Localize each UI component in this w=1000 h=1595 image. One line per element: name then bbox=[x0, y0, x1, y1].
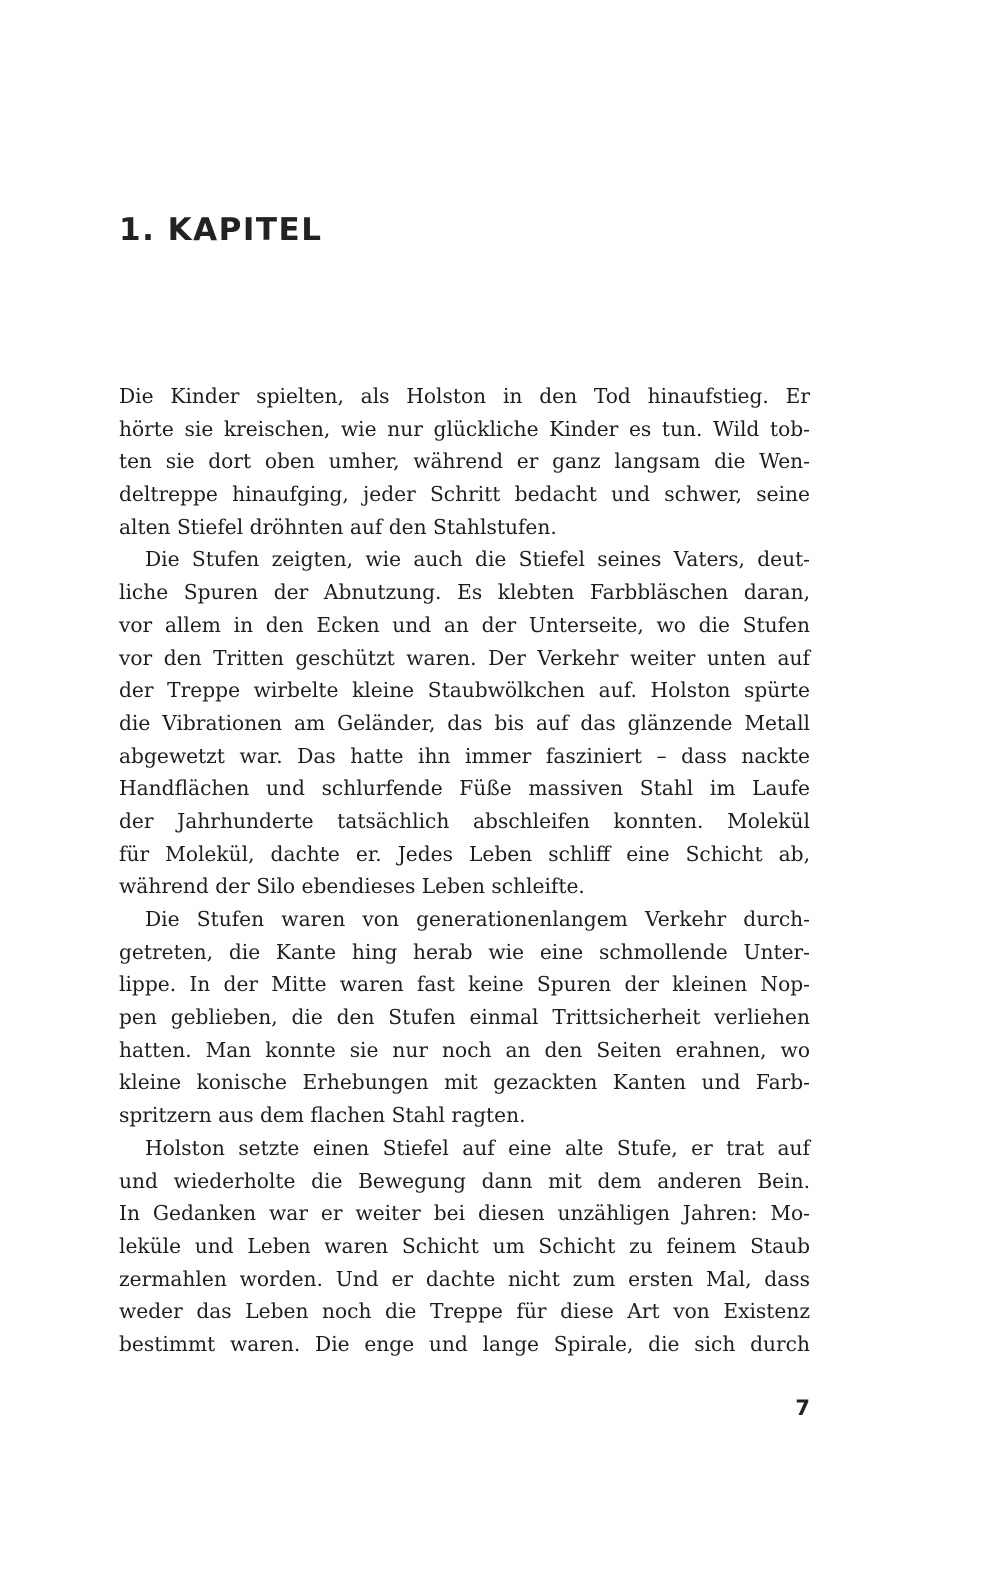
text-line: hatten. Man konnte sie nur noch an den Seiten erahnen, wo bbox=[119, 1037, 810, 1062]
text-line: vor den Tritten geschützt waren. Der Verkehr weiter unten auf bbox=[119, 645, 810, 670]
text-line: Die Stufen zeigten, wie auch die Stiefel seines Vaters, deut- bbox=[145, 547, 810, 572]
text-line: hörte sie kreischen, wie nur glückliche Kinder es tun. Wild tob- bbox=[119, 416, 810, 441]
text-line: bestimmt waren. Die enge und lange Spirale, die sich durch bbox=[119, 1331, 810, 1356]
text-line: ten sie dort oben umher, während er ganz langsam die Wen- bbox=[119, 449, 810, 474]
text-line: abgewetzt war. Das hatte ihn immer fasziniert – dass nackte bbox=[119, 743, 810, 768]
paragraph bbox=[119, 543, 810, 903]
text-line: für Molekül, dachte er. Jedes Leben schliff eine Schicht ab, bbox=[119, 841, 810, 866]
text-line: während der Silo ebendieses Leben schleifte. bbox=[119, 874, 585, 899]
text-line: liche Spuren der Abnutzung. Es klebten Farbbläschen daran, bbox=[119, 580, 810, 605]
text-line: vor allem in den Ecken und an der Unterseite, wo die Stufen bbox=[119, 612, 810, 637]
text-line: kleine konische Erhebungen mit gezackten Kanten und Farb- bbox=[119, 1070, 810, 1095]
text-line: Handflächen und schlurfende Füße massiven Stahl im Laufe bbox=[119, 776, 810, 801]
text-line: Die Kinder spielten, als Holston in den Tod hinaufstieg. Er bbox=[119, 384, 810, 408]
text-line: spritzern aus dem flachen Stahl ragten. bbox=[119, 1103, 526, 1128]
body-text bbox=[119, 380, 810, 1361]
text-line: Die Stufen waren von generationenlangem Verkehr durch- bbox=[145, 907, 810, 931]
paragraph bbox=[119, 903, 810, 1132]
text-line: der Treppe wirbelte kleine Staubwölkchen auf. Holston spürte bbox=[119, 678, 810, 703]
text-line: alten Stiefel dröhnten auf den Stahlstufen. bbox=[119, 514, 557, 539]
text-line: und wiederholte die Bewegung dann mit dem anderen Bein. bbox=[119, 1168, 810, 1193]
text-line: Holston setzte einen Stiefel auf eine alte Stufe, er trat auf bbox=[145, 1135, 810, 1160]
paragraph bbox=[119, 380, 810, 543]
text-line: In Gedanken war er weiter bei diesen unzähligen Jahren: Mo- bbox=[119, 1201, 810, 1226]
text-line: die Vibrationen am Geländer, das bis auf das glänzende Metall bbox=[119, 710, 810, 735]
page-number: 7 bbox=[795, 1396, 810, 1420]
paragraph bbox=[119, 1132, 810, 1361]
chapter-title: 1. KAPITEL bbox=[119, 212, 323, 248]
text-line: pen geblieben, die den Stufen einmal Trittsicherheit verliehen bbox=[119, 1005, 810, 1030]
text-line: getreten, die Kante hing herab wie eine schmollende Unter- bbox=[119, 939, 810, 964]
text-line: weder das Leben noch die Treppe für diese Art von Existenz bbox=[119, 1299, 810, 1324]
text-line: zermahlen worden. Und er dachte nicht zum ersten Mal, dass bbox=[119, 1266, 810, 1291]
text-line: der Jahrhunderte tatsächlich abschleifen konnten. Molekül bbox=[119, 808, 810, 833]
text-line: lippe. In der Mitte waren fast keine Spuren der kleinen Nop- bbox=[119, 972, 810, 997]
text-line: deltreppe hinaufging, jeder Schritt bedacht und schwer, seine bbox=[119, 482, 810, 507]
text-line: leküle und Leben waren Schicht um Schicht zu feinem Staub bbox=[119, 1233, 810, 1258]
